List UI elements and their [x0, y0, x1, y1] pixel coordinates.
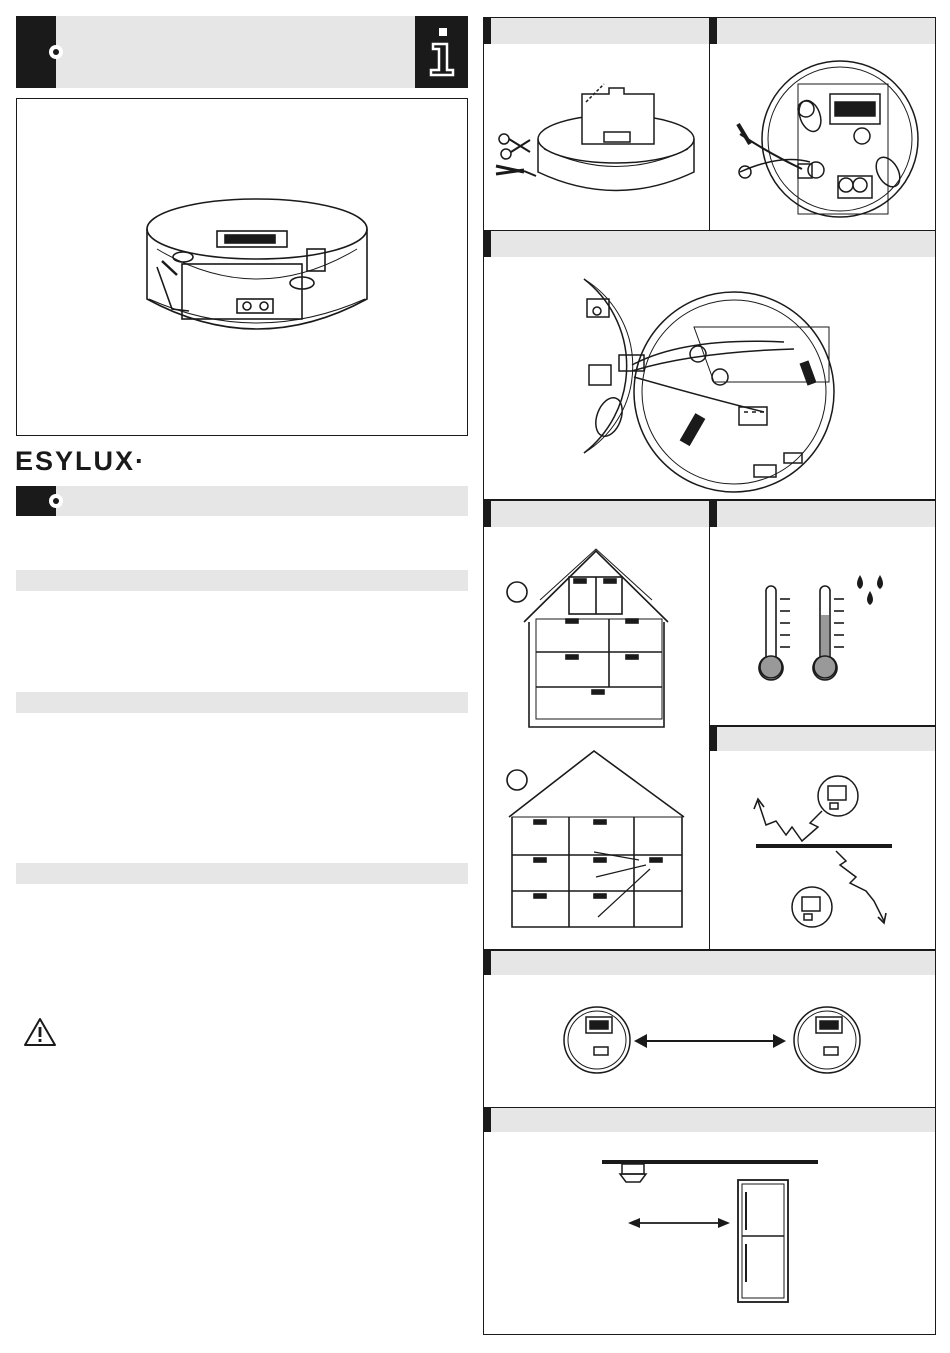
panel-house-placement: [483, 500, 710, 950]
panel-appliance-distance: [483, 1107, 936, 1335]
subsection-bar-3: [16, 863, 468, 884]
section-header-bar: [16, 486, 468, 516]
info-icon: [423, 24, 461, 80]
subsection-bar-2: [16, 692, 468, 713]
panel-temperature-humidity: [709, 500, 936, 726]
esylux-logo: ESYLUX·: [15, 446, 147, 476]
panel-signal-obstruction: [709, 726, 936, 950]
subsection-bar-1: [16, 570, 468, 591]
panel-mounting-plate: [483, 17, 710, 231]
title-band: [16, 16, 468, 88]
panel-attach-detector: [483, 230, 936, 500]
detector-base-illustration: [17, 99, 467, 435]
thermometer-icon: [710, 527, 935, 725]
dot-icon: [49, 45, 63, 59]
section-dot-icon: [49, 494, 63, 508]
panel-detector-distance: [483, 950, 936, 1108]
water-drops-icon: [857, 575, 883, 605]
panel-wiring: [709, 17, 936, 231]
product-image-frame: [16, 98, 468, 436]
warning-triangle-icon: [22, 1016, 58, 1048]
